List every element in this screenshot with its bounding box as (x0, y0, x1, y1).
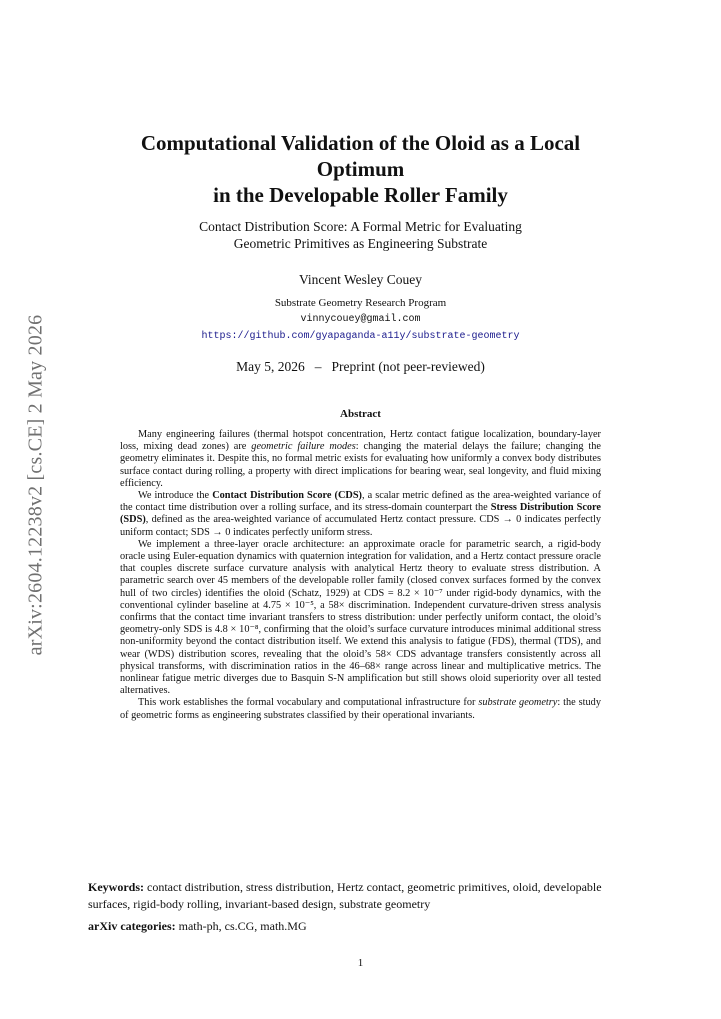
author-email[interactable]: vinnycouey@gmail.com (300, 314, 421, 325)
text-run: We implement a three-layer oracle architecture: an approximate oracle for parametric search, a rigid-body oracle using Euler-equation dynamics with quaternion integration for validation, and a Hertz contact pressure oracle that couples discrete surface curvature analysis with analytical Hertz theory to evaluate stress distribution. A parametric search over 45 members of the developable roller family (closed convex surfaces formed by the convex hull of two circles) identifies the oloid (Schatz, 1929) at CDS = 8.2 × 10⁻⁷ under rigid-body dynamics, with the conventional cylinder baseline at 4.75 × 10⁻⁵, a 58× discrimination. Independent curvature-driven stress analysis confirms that the contact time invariant transfers to stress distribution: under perfectly uniform contact, the oloid’s geometry-only SDS is 4.8 × 10⁻⁸, confirming that the oloid’s surface curvature introduces minimal additional stress non-uniformity beyond the contact distribution itself. We extend this analysis to fatigue (FDS), thermal (TDS), and wear (WDS) distribution scores, revealing that the oloid’s 58× CDS advantage transfers consistently across all physical transforms, with discrimination ratios in the 46–68× range across linear and multiplicative metrics. The nonlinear fatigue metric diverges due to Basquin S-N amplification but still shows oloid superiority over all tested alternatives. (120, 538, 601, 697)
page-number: 1 (357, 957, 364, 969)
abstract-paragraph (120, 429, 601, 490)
date-separator: – (314, 359, 322, 374)
paper-subtitle (140, 218, 581, 252)
text-run: , defined as the area-weighted variance of accumulated Hertz contact pressure. CDS → 0 indicates perfectly uniform contact; SDS → 0 indicates perfectly uniform stress. (120, 514, 601, 538)
repository-link[interactable]: https://github.com/gyapaganda-a11y/substrate-geometry (201, 331, 520, 342)
text-run: We introduce the (138, 490, 213, 502)
abstract-paragraph (120, 697, 601, 721)
author-affiliation: Substrate Geometry Research Program (274, 297, 447, 309)
subtitle-line: Contact Distribution Score: A Formal Metric for Evaluating (199, 219, 522, 234)
italic-term: geometric failure modes (251, 441, 356, 453)
date-line (0, 359, 721, 375)
keywords-list: contact distribution, stress distribution, Hertz contact, geometric primitives, oloid, developable surfaces, rigid-body rolling, invariant-based design, substrate geometry (88, 880, 602, 911)
text-run: Many engineering failures (thermal hotspot concentration, Hertz contact fatigue localization, boundary-layer loss, mixing dead zones) are (120, 429, 601, 453)
italic-term: substrate geometry (478, 697, 558, 709)
paper-title (100, 130, 621, 208)
bold-term: Stress Distribution Score (SDS) (120, 502, 601, 526)
categories-section (88, 919, 638, 934)
keywords-label: Keywords: (88, 880, 144, 894)
title-line: Optimum (316, 157, 405, 181)
text-run: , a scalar metric defined as the area-weighted variance of the contact time distribution over a rolling surface, and its stress-domain counterpart the (120, 490, 601, 514)
author-name: Vincent Wesley Couey (298, 272, 423, 287)
publication-date: May 5, 2026 (236, 359, 305, 374)
title-line: Computational Validation of the Oloid as a Local (140, 131, 581, 155)
bold-term: Contact Distribution Score (CDS) (212, 490, 362, 502)
abstract-paragraph (120, 539, 601, 698)
abstract-heading: Abstract (340, 408, 381, 420)
abstract-paragraph (120, 490, 601, 539)
categories-list: math-ph, cs.CG, math.MG (178, 919, 307, 933)
subtitle-line: Geometric Primitives as Engineering Substrate (233, 236, 488, 251)
arxiv-identifier: arXiv:2604.12238v2 [cs.CE] 2 May 2026 (24, 314, 47, 656)
title-line: in the Developable Roller Family (213, 183, 508, 207)
abstract-body (120, 429, 601, 722)
text-run: : changing the material delays the failure; changing the geometry eliminates it. Despite this, no formal metric exists for evaluating how uniformly a convex body distributes surface contact during rolling, a property with direct implications for bearing wear, seal longevity, and fluid mixing efficiency. (120, 441, 601, 489)
preprint-status: Preprint (not peer-reviewed) (331, 359, 485, 374)
keywords-section (88, 879, 638, 913)
arxiv-sidebar (16, 300, 56, 670)
categories-label: arXiv categories: (88, 919, 176, 933)
text-run: : the study of geometric forms as engineering substrates classified by their operational invariants. (120, 697, 601, 721)
text-run: This work establishes the formal vocabulary and computational infrastructure for (138, 697, 479, 709)
